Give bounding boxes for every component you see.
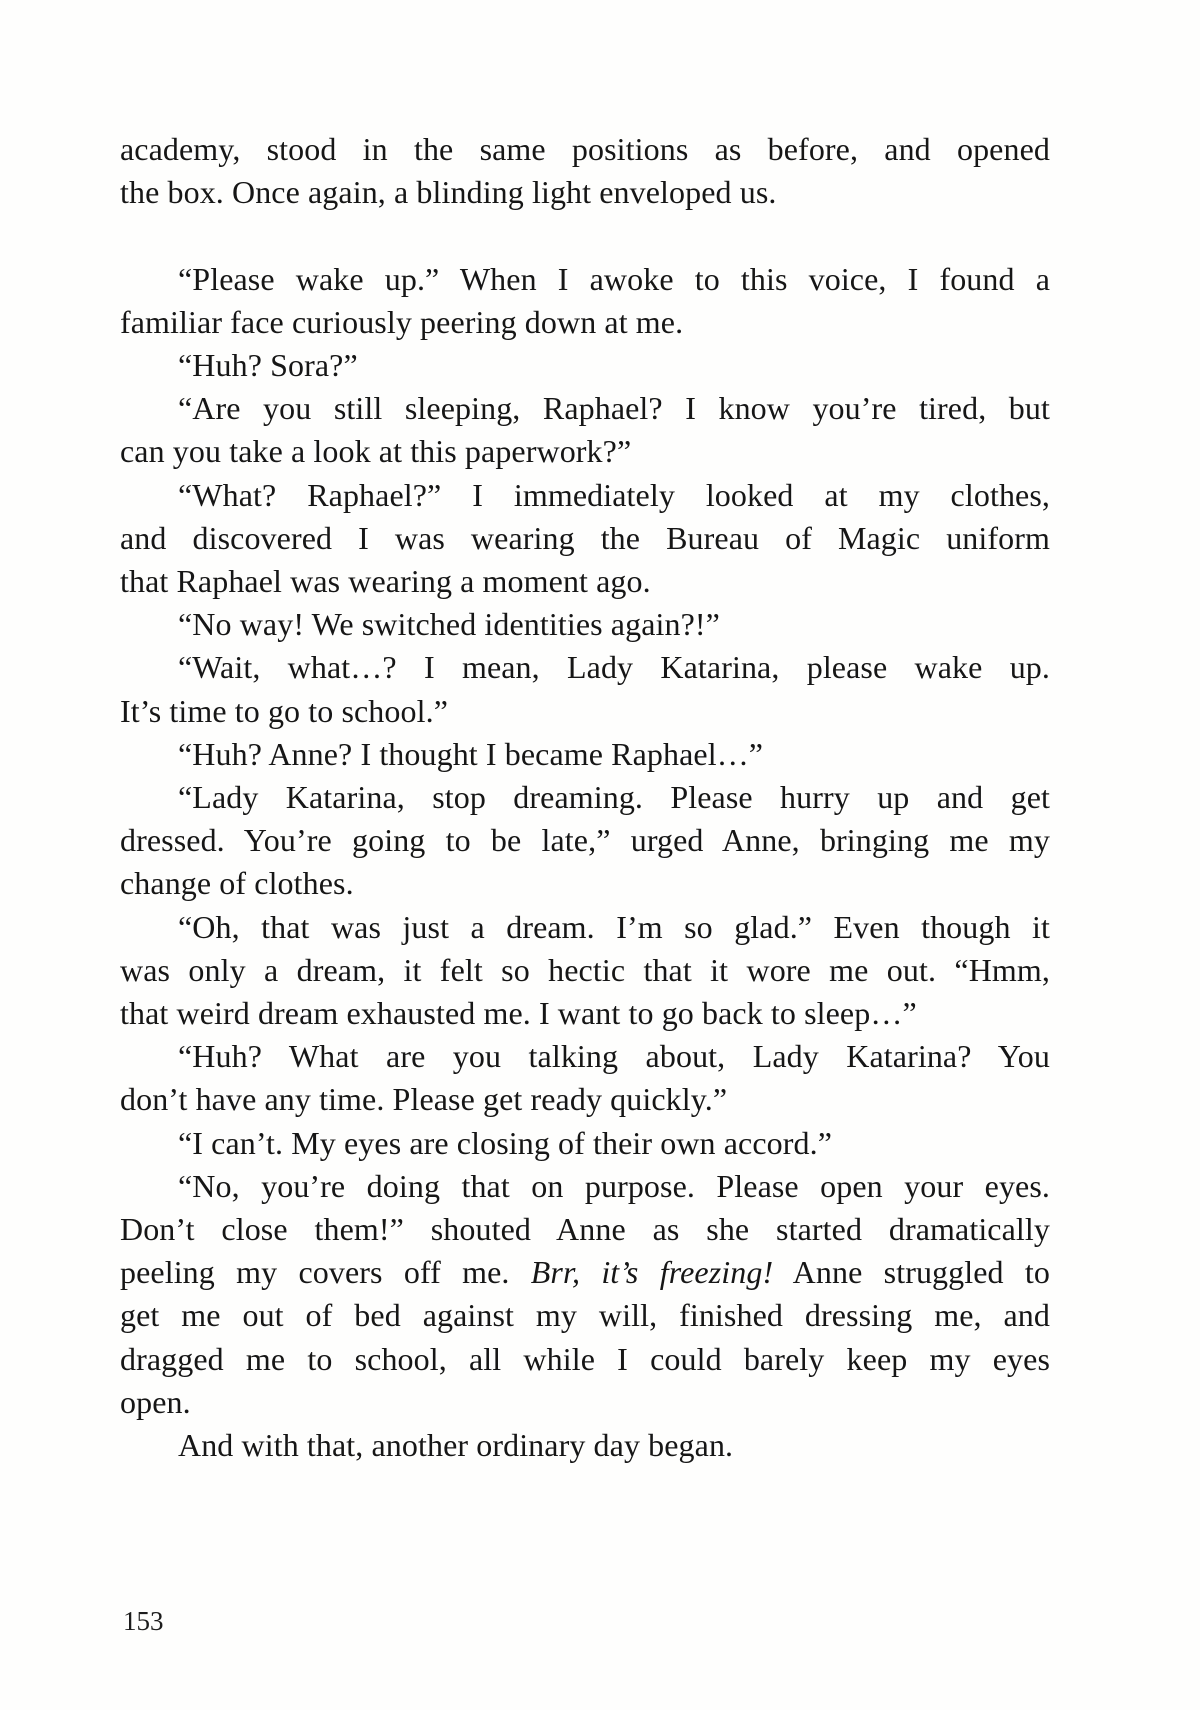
text-line [120,1338,1050,1381]
text-segment: “Huh? Sora?” [178,347,358,383]
text-line [120,1294,1050,1337]
text-line [120,1035,1050,1078]
text-line [120,430,1050,473]
paragraph [120,474,1050,604]
text-line [120,344,1050,387]
text-segment: dragged me to school, all while I could barely keep my eyes [120,1340,1050,1377]
text-line [120,1208,1050,1251]
page-number: 153 [123,1606,164,1636]
text-segment: “What? Raphael?” I immediately looked at my clothes, [178,476,1050,513]
paragraph [120,387,1050,473]
text-segment: that weird dream exhausted me. I want to go back to sleep…” [120,995,917,1032]
text-line [120,992,1050,1035]
text-segment: It’s time to go to school.” [120,692,448,729]
text-segment: Don’t close them!” shouted Anne as she started dramatically [120,1211,1050,1248]
text-line [120,1122,1050,1165]
text-segment: peeling my covers off me. [120,1254,531,1291]
text-line [120,646,1050,689]
text-segment: can you take a look at this paperwork?” [120,433,632,470]
text-line [120,560,1050,603]
paragraph [120,1122,1050,1165]
paragraph [120,1165,1050,1424]
text-segment: get me out of bed against my will, finished dressing me, and [120,1297,1050,1334]
paragraph [120,603,1050,646]
paragraph [120,733,1050,776]
text-line [120,906,1050,949]
text-line [120,517,1050,560]
text-line [120,862,1050,905]
text-line [120,603,1050,646]
text-line [120,301,1050,344]
paragraph [120,344,1050,387]
text-line [120,776,1050,819]
text-segment: “Oh, that was just a dream. I’m so glad.” Even though it [178,908,1050,945]
paragraph [120,1035,1050,1121]
text-segment: “No way! We switched identities again?!” [178,606,720,643]
text-line [120,171,1050,214]
paragraph [120,646,1050,732]
italic-text: Brr, it’s freezing! [530,1254,774,1291]
text-segment: and discovered I was wearing the Bureau of Magic uniform [120,519,1050,556]
text-segment: “No, you’re doing that on purpose. Please open your eyes. [178,1167,1050,1204]
text-segment: the box. Once again, a blinding light enveloped us. [120,174,777,211]
text-segment: “Please wake up.” When I awoke to this voice, I found a [178,260,1050,297]
paragraph [120,1424,1050,1467]
text-line [120,1251,1050,1294]
text-line [120,387,1050,430]
text-segment: “Are you still sleeping, Raphael? I know you’re tired, but [178,390,1050,427]
text-line [120,128,1050,171]
text-segment: familiar face curiously peering down at me. [120,303,684,340]
text-segment: And with that, another ordinary day began. [178,1427,734,1464]
text-segment: was only a dream, it felt so hectic that it wore me out. “Hmm, [120,951,1050,988]
text-line [120,690,1050,733]
text-segment: “I can’t. My eyes are closing of their own accord.” [178,1124,833,1161]
text-line [120,1165,1050,1208]
text-line [120,1424,1050,1467]
paragraph [120,128,1050,214]
text-block [120,128,1050,1467]
paragraph [120,906,1050,1036]
text-segment: change of clothes. [120,865,354,902]
text-line [120,733,1050,776]
text-segment: don’t have any time. Please get ready quickly.” [120,1081,728,1118]
paragraph [120,776,1050,906]
text-line [120,474,1050,517]
text-segment: dressed. You’re going to be late,” urged Anne, bringing me my [120,822,1050,859]
text-segment: that Raphael was wearing a moment ago. [120,563,651,600]
text-segment: academy, stood in the same positions as before, and opened [120,131,1050,167]
text-segment: “Wait, what…? I mean, Lady Katarina, please wake up. [178,649,1050,686]
text-segment: “Huh? Anne? I thought I became Raphael…” [178,735,764,772]
text-segment: “Huh? What are you talking about, Lady Katarina? You [178,1038,1050,1075]
text-segment: Anne struggled to [773,1254,1050,1291]
text-line [120,949,1050,992]
text-segment: open. [120,1383,191,1420]
text-line [120,258,1050,301]
text-line [120,819,1050,862]
text-segment: “Lady Katarina, stop dreaming. Please hurry up and get [178,779,1050,816]
text-line [120,1078,1050,1121]
paragraph [120,258,1050,344]
text-line [120,1381,1050,1424]
